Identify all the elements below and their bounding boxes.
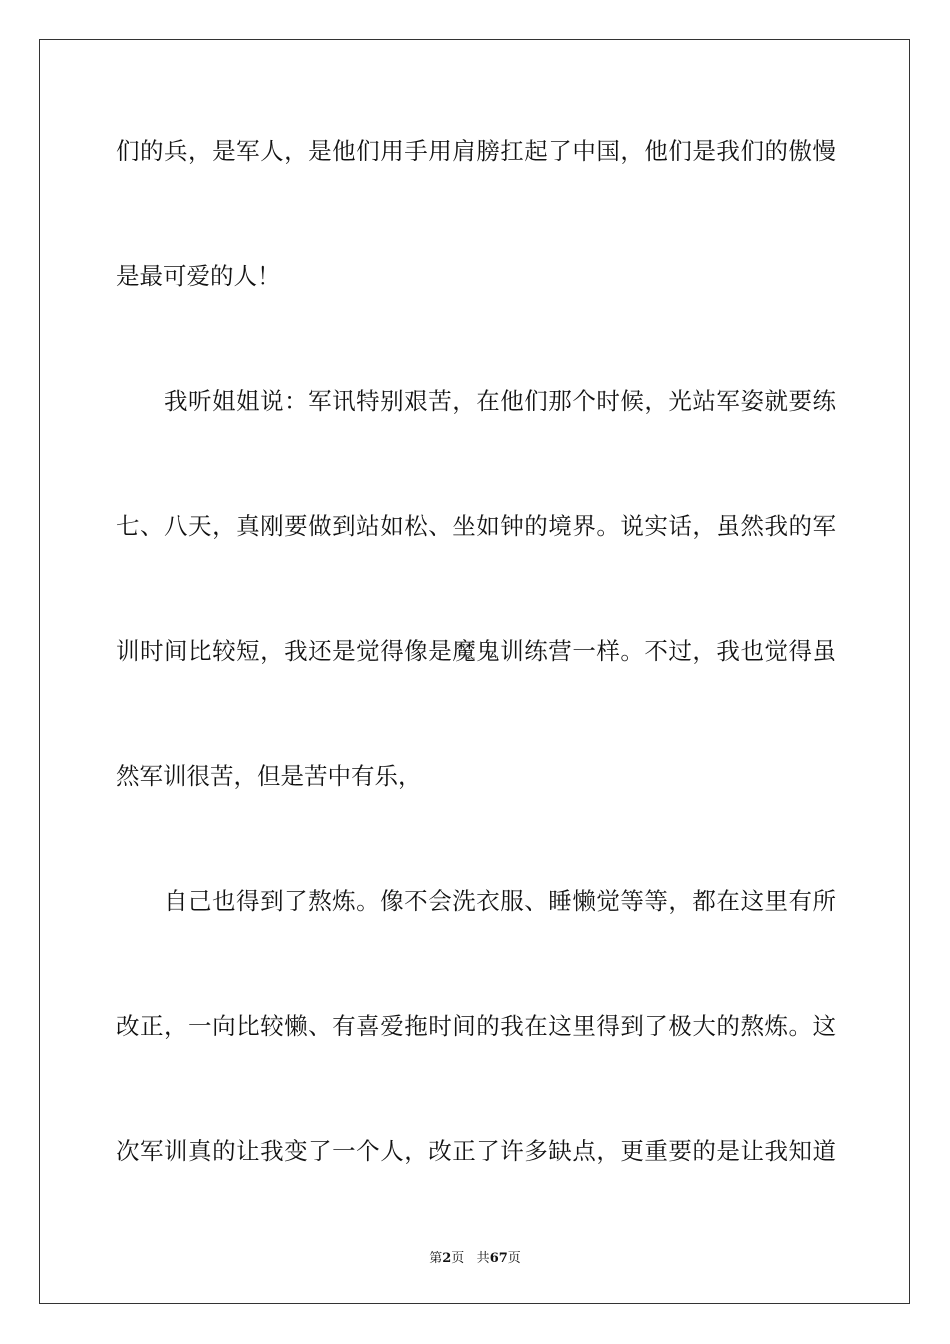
footer-page-suffix: 页 xyxy=(451,1251,465,1266)
footer-page-prefix: 第 xyxy=(429,1251,443,1266)
footer-page-number: 2 xyxy=(442,1251,452,1266)
text-line-1: 们的兵，是军人，是他们用手用肩膀扛起了中国，他们是我们的傲慢 xyxy=(116,137,836,165)
footer-total-suffix: 页 xyxy=(507,1251,521,1266)
text-line-3: 我听姐姐说：军讯特别艰苦，在他们那个时候，光站军姿就要练 xyxy=(164,387,836,415)
page-footer xyxy=(0,1247,950,1266)
text-line-9: 次军训真的让我变了一个人，改正了许多缺点，更重要的是让我知道 xyxy=(116,1137,836,1165)
text-line-2: 是最可爱的人！ xyxy=(116,262,281,290)
text-line-6: 然军训很苦，但是苦中有乐， xyxy=(116,762,422,790)
text-line-5: 训时间比较短，我还是觉得像是魔鬼训练营一样。不过，我也觉得虽 xyxy=(116,637,836,665)
footer-total-prefix: 共 xyxy=(476,1251,490,1266)
text-line-8: 改正，一向比较懒、有喜爱拖时间的我在这里得到了极大的熬炼。这 xyxy=(116,1012,836,1040)
text-line-7: 自己也得到了熬炼。像不会洗衣服、睡懒觉等等，都在这里有所 xyxy=(164,887,836,915)
footer-total-pages: 67 xyxy=(489,1251,508,1266)
text-line-4: 七、八天，真刚要做到站如松、坐如钟的境界。说实话，虽然我的军 xyxy=(116,512,836,540)
page-border xyxy=(39,39,910,1304)
